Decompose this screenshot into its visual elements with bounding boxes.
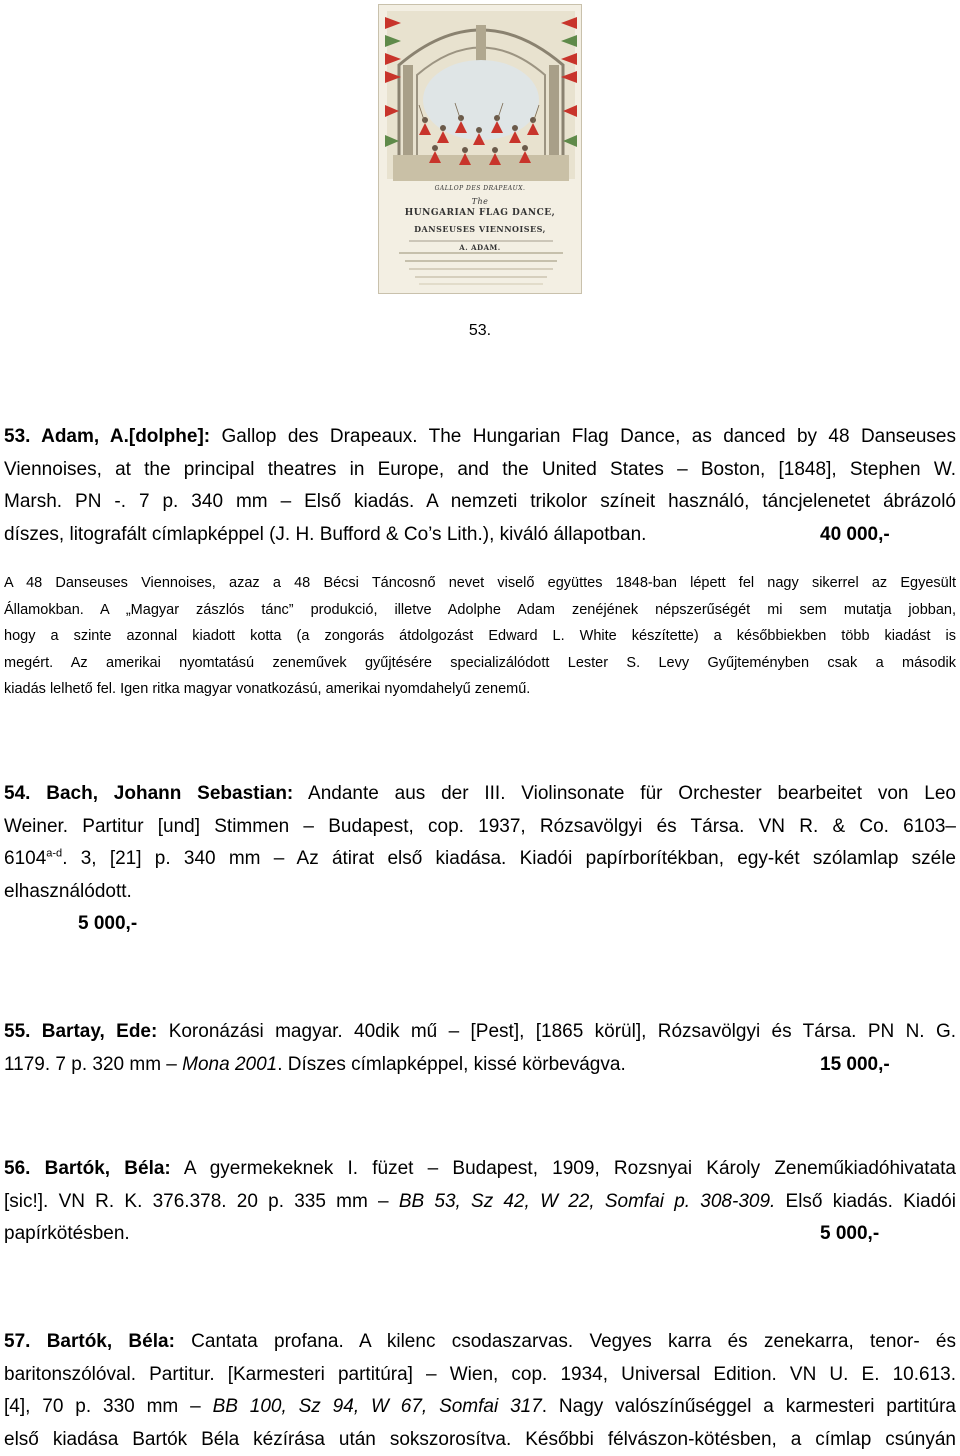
entry-line: 6104$^{a-d}$. 3, [21] p. 340 mm – Az átirat első kiadása. Kiadói papírborítékban, egy-két szólamlap széle (4, 843, 956, 876)
entry-heading: 53. Adam, A.[dolphe]: (4, 426, 210, 447)
catalog-entry-56 (4, 1153, 956, 1251)
entry-line: elhasználódott. (4, 876, 956, 909)
catalog-entry-54 (4, 778, 956, 941)
entry-line: Viennoises, at the principal theatres in Europe, and the United States – Boston, [1848], Stephen W. (4, 454, 956, 487)
cover-title-3: HUNGARIAN FLAG DANCE, (379, 208, 581, 218)
entry-heading: 55. Bartay, Ede: (4, 1021, 157, 1042)
entry-line: 57. Bartók, Béla: Cantata profana. A kilenc csodaszarvas. Vegyes karra és zenekarra, tenor- és (4, 1326, 956, 1359)
price: 5 000,- (78, 913, 137, 934)
price: 15 000,- (820, 1049, 890, 1082)
price: 5 000,- (820, 1218, 879, 1251)
entry-line: Marsh. PN -. 7 p. 340 mm – Első kiadás. A nemzeti trikolor színeit használó, táncjelenetet ábrázoló (4, 486, 956, 519)
catalog-entry-53 (4, 421, 956, 551)
cover-title-1: GALLOP DES DRAPEAUX. (379, 185, 581, 192)
cover-title-4: DANSEUSES VIENNOISES, (379, 224, 581, 234)
entry-line: 1179. 7 p. 320 mm – Mona 2001. Díszes címlapképpel, kissé körbevágva. 15 000,- (4, 1049, 956, 1082)
entry-line: 55. Bartay, Ede: Koronázási magyar. 40dik mű – [Pest], [1865 körül], Rózsavölgyi és Társa. PN N. G. (4, 1016, 956, 1049)
entry-line: [sic!]. VN R. K. 376.378. 20 p. 335 mm – BB 53, Sz 42, W 22, Somfai p. 308-309. Első kiadás. Kiadói (4, 1186, 956, 1219)
entry-line: [4], 70 p. 330 mm – BB 100, Sz 94, W 67, Somfai 317. Nagy valószínűséggel a karmesteri partitúra (4, 1391, 956, 1424)
entry-53-note: A 48 Danseuses Viennoises, azaz a 48 Bécsi Táncosnő nevet viselő együttes 1848-ban lépett fel nagy sikerrel az Egyesült Államokban. A „Magyar zászlós tánc” produkció, illetve Adolphe Adam zenéjének népszerűségét mi sem mutatja jobban, hogy a szinte azonnal kiadott kotta (a zongorás átdolgozást Edward L. White készítette) a későbbiekben több kiadást is megért. Az amerikai nyomtatású zeneművek gyűjtésére specializálódott Lester S. Levy Gyűjteményben csak a második kiadás lelhető fel. Igen ritka magyar vonatkozású, amerikai nyomdahelyű zenemű. (4, 570, 956, 703)
entry-line: díszes, litografált címlapképpel (J. H. Bufford & Co’s Lith.), kiváló állapotban. 40 000,- (4, 519, 956, 552)
catalog-entry-55 (4, 1016, 956, 1081)
entry-heading: 54. Bach, Johann Sebastian: (4, 783, 293, 804)
price: 40 000,- (820, 519, 890, 552)
catalog-entry-57 (4, 1326, 956, 1456)
entry-line: Weiner. Partitur [und] Stimmen – Budapest, cop. 1937, Rózsavölgyi és Társa. VN R. & Co. 6103– (4, 811, 956, 844)
entry-heading: 57. Bartók, Béla: (4, 1331, 175, 1352)
entry-line: 54. Bach, Johann Sebastian: Andante aus der III. Violinsonate für Orchester bearbeitet von Leo (4, 778, 956, 811)
cover-illustration (378, 4, 582, 294)
entry-line: 53. Adam, A.[dolphe]: Gallop des Drapeaux. The Hungarian Flag Dance, as danced by 48 Danseuses (4, 421, 956, 454)
entry-line: papírkötésben. 5 000,- (4, 1218, 956, 1251)
entry-line: baritonszólóval. Partitur. [Karmesteri partitúra] – Wien, cop. 1934, Universal Edition. VN U. E. 10.613. (4, 1359, 956, 1392)
entry-line: 56. Bartók, Béla: A gyermekeknek I. füzet – Budapest, 1909, Rozsnyai Károly Zeneműkiadóhivatata (4, 1153, 956, 1186)
cover-title-2: The (379, 197, 581, 206)
cover-title-5: A. ADAM. (379, 243, 581, 252)
entry-heading: 56. Bartók, Béla: (4, 1158, 171, 1179)
page-number: 53. (0, 322, 960, 340)
entry-line: első kiadása Bartók Béla kézírása után sokszorosítva. Későbbi félvászon-kötésben, a címlap csúnyán (4, 1424, 956, 1456)
